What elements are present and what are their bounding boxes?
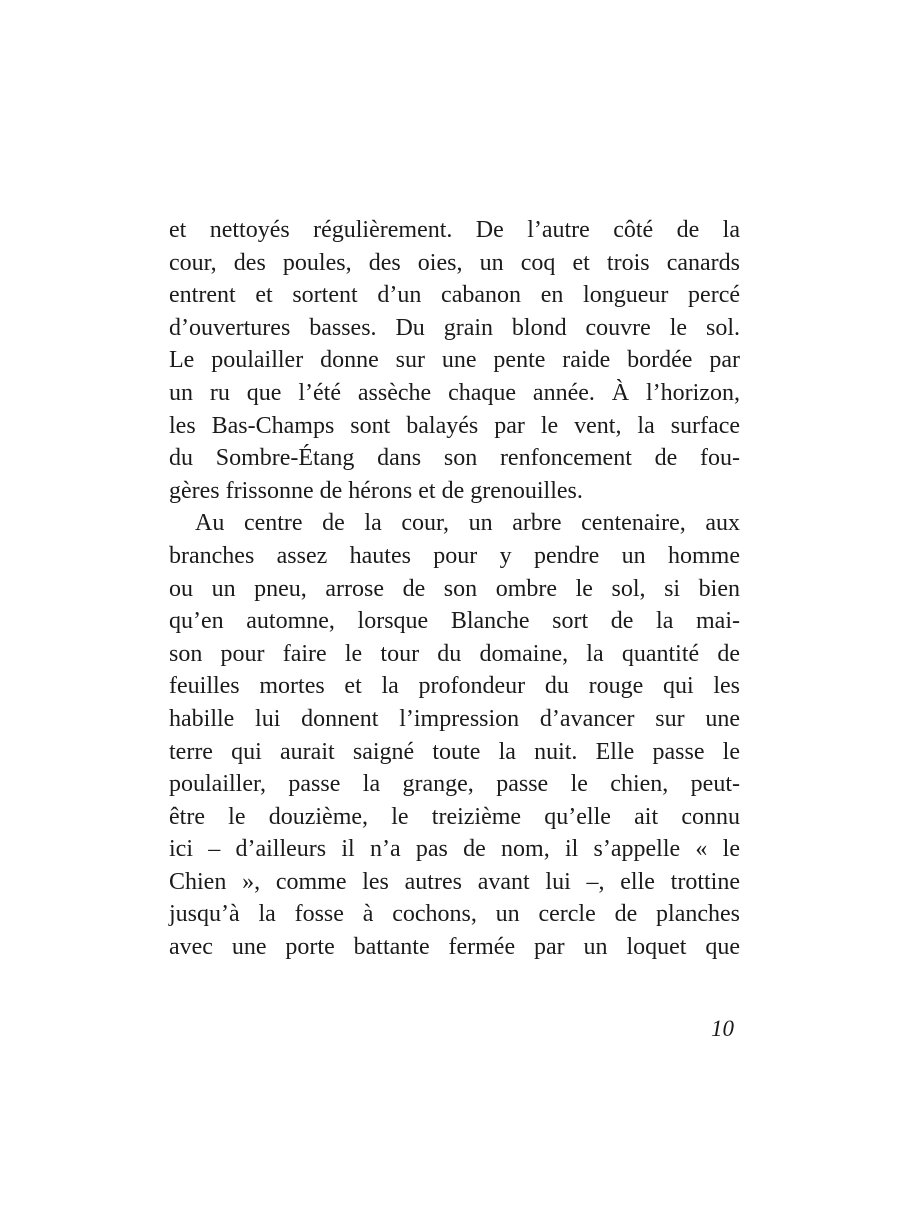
text-line: un ru que l’été assèche chaque année. À l’horizon, xyxy=(169,379,740,406)
text-line: poulailler, passe la grange, passe le chien, peut- xyxy=(169,771,740,798)
page-number: 10 xyxy=(711,1016,734,1041)
text-line: gères frissonne de hérons et de grenouilles. xyxy=(169,477,583,504)
text-line: qu’en automne, lorsque Blanche sort de la mai- xyxy=(169,608,740,635)
text-line: du Sombre-Étang dans son renfoncement de fou- xyxy=(169,445,740,472)
text-line: Chien », comme les autres avant lui –, elle trottine xyxy=(169,868,740,895)
text-line: ici – d’ailleurs il n’a pas de nom, il s’appelle « le xyxy=(169,836,740,863)
paragraph xyxy=(169,214,740,507)
text-line: avec une porte battante fermée par un loquet que xyxy=(169,934,740,961)
text-line: cour, des poules, des oies, un coq et trois canards xyxy=(169,249,740,276)
text-line: d’ouvertures basses. Du grain blond couvre le sol. xyxy=(169,314,740,341)
text-line: habille lui donnent l’impression d’avancer sur une xyxy=(169,705,740,732)
text-line: les Bas-Champs sont balayés par le vent, la surface xyxy=(169,412,740,439)
text-line: son pour faire le tour du domaine, la quantité de xyxy=(169,640,740,667)
text-line: entrent et sortent d’un cabanon en longueur percé xyxy=(169,282,740,309)
body-text xyxy=(169,214,740,964)
text-line: branches assez hautes pour y pendre un homme xyxy=(169,542,740,569)
text-line: être le douzième, le treizième qu’elle ait connu xyxy=(169,803,740,830)
text-line: et nettoyés régulièrement. De l’autre côté de la xyxy=(169,217,740,243)
text-line: terre qui aurait saigné toute la nuit. Elle passe le xyxy=(169,738,740,765)
text-line: Le poulailler donne sur une pente raide bordée par xyxy=(169,347,740,374)
text-line: ou un pneu, arrose de son ombre le sol, si bien xyxy=(169,575,740,602)
text-line: jusqu’à la fosse à cochons, un cercle de planches xyxy=(169,901,740,928)
text-line: feuilles mortes et la profondeur du rouge qui les xyxy=(169,673,740,700)
paragraph xyxy=(169,507,740,963)
text-line: Au centre de la cour, un arbre centenaire, aux xyxy=(195,510,740,537)
